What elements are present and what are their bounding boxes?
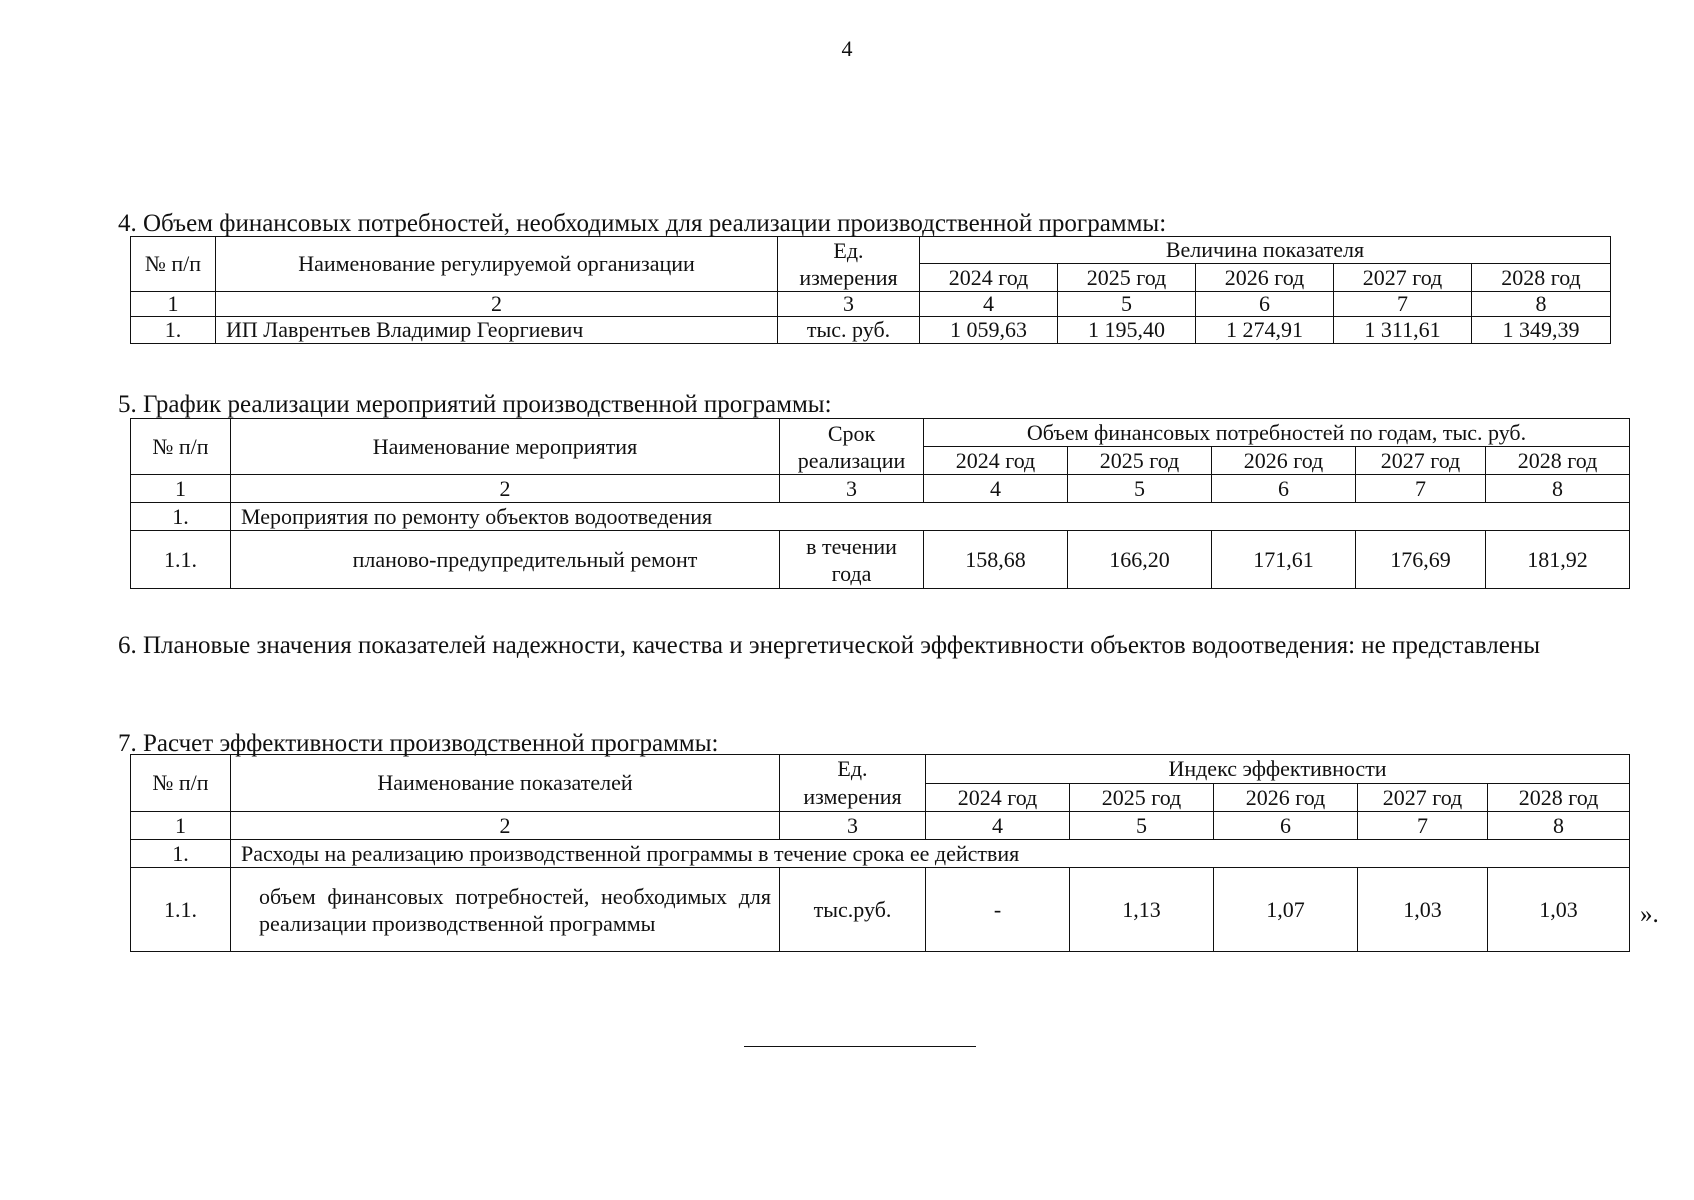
footer-divider [744,1046,976,1047]
column-number: 2 [231,812,780,840]
organization-name: ИП Лаврентьев Владимир Георгиевич [216,317,778,344]
header-unit: Ед. измерения [780,755,926,812]
row-num: 1.1. [131,531,231,589]
section-7-heading: 7. Расчет эффективности производственной программы: [118,730,719,757]
value-cell: 1 059,63 [920,317,1058,344]
header-year: 2028 год [1488,784,1630,812]
table-row [131,317,1611,344]
header-year: 2025 год [1058,264,1196,292]
header-year: 2026 год [1212,447,1356,475]
value-cell: 1,07 [1214,868,1358,952]
header-organization: Наименование регулируемой организации [216,237,778,292]
header-num: № п/п [131,419,231,475]
header-year: 2027 год [1358,784,1488,812]
row-num: 1. [131,317,216,344]
header-year: 2028 год [1472,264,1611,292]
column-number: 6 [1214,812,1358,840]
value-cell: - [926,868,1070,952]
column-number: 3 [780,812,926,840]
column-number: 5 [1068,475,1212,503]
column-number: 8 [1488,812,1630,840]
column-number: 4 [920,292,1058,317]
header-term: Срок реализации [780,419,924,475]
column-number: 8 [1486,475,1630,503]
value-cell: 1,13 [1070,868,1214,952]
header-year: 2025 год [1070,784,1214,812]
column-number: 3 [778,292,920,317]
page-number: 4 [841,36,853,61]
section-4-heading: 4. Объем финансовых потребностей, необходимых для реализации производственной программы: [118,210,1167,237]
header-num: № п/п [131,755,231,812]
indicator-name: объем финансовых потребностей, необходимых для реализации производственной программы [231,868,780,952]
group-row [131,503,1630,531]
row-num: 1. [131,840,231,868]
header-year: 2024 год [920,264,1058,292]
activity-name: планово-предупредительный ремонт [231,531,780,589]
column-number: 6 [1212,475,1356,503]
value-cell: 171,61 [1212,531,1356,589]
column-number: 1 [131,475,231,503]
column-number: 1 [131,292,216,317]
column-number: 4 [926,812,1070,840]
group-title: Расходы на реализацию производственной программы в течение срока ее действия [231,840,1630,868]
value-cell: 1,03 [1488,868,1630,952]
row-unit: тыс.руб. [780,868,926,952]
value-cell: 176,69 [1356,531,1486,589]
header-activity: Наименование мероприятия [231,419,780,475]
closing-quote: ». [1640,901,1659,928]
row-unit: тыс. руб. [778,317,920,344]
column-number-row [131,475,1630,503]
column-number: 4 [924,475,1068,503]
value-cell: 1,03 [1358,868,1488,952]
header-year: 2026 год [1214,784,1358,812]
row-term: в течении года [780,531,924,589]
efficiency-table [130,754,1630,952]
header-year: 2027 год [1356,447,1486,475]
column-number: 6 [1196,292,1334,317]
column-number: 7 [1334,292,1472,317]
column-number: 2 [231,475,780,503]
section-6-text: 6. Плановые значения показателей надежности, качества и энергетической эффективности объектов водоотведения: не представлены [118,632,1541,659]
value-cell: 1 195,40 [1058,317,1196,344]
header-year: 2024 год [924,447,1068,475]
section-5-heading: 5. График реализации мероприятий производственной программы: [118,391,832,418]
group-row [131,840,1630,868]
header-efficiency-index: Индекс эффективности [926,755,1630,784]
header-num: № п/п [131,237,216,292]
value-cell: 1 274,91 [1196,317,1334,344]
header-indicators: Наименование показателей [231,755,780,812]
value-cell: 158,68 [924,531,1068,589]
value-cell: 1 311,61 [1334,317,1472,344]
table-row [131,868,1630,952]
column-number-row [131,292,1611,317]
value-cell: 181,92 [1486,531,1630,589]
column-number: 8 [1472,292,1611,317]
header-year: 2027 год [1334,264,1472,292]
column-number: 5 [1070,812,1214,840]
row-num: 1. [131,503,231,531]
row-num: 1.1. [131,868,231,952]
header-year: 2025 год [1068,447,1212,475]
column-number: 5 [1058,292,1196,317]
column-number: 1 [131,812,231,840]
activity-schedule-table [130,418,1630,589]
column-number: 7 [1356,475,1486,503]
value-cell: 1 349,39 [1472,317,1611,344]
group-title: Мероприятия по ремонту объектов водоотведения [231,503,1630,531]
header-year: 2028 год [1486,447,1630,475]
financial-needs-table [130,236,1611,344]
header-year: 2024 год [926,784,1070,812]
header-financial-needs: Объем финансовых потребностей по годам, тыс. руб. [924,419,1630,447]
header-year: 2026 год [1196,264,1334,292]
column-number: 7 [1358,812,1488,840]
value-cell: 166,20 [1068,531,1212,589]
header-unit: Ед. измерения [778,237,920,292]
table-row [131,531,1630,589]
column-number-row [131,812,1630,840]
header-indicator-value: Величина показателя [920,237,1611,264]
column-number: 3 [780,475,924,503]
column-number: 2 [216,292,778,317]
